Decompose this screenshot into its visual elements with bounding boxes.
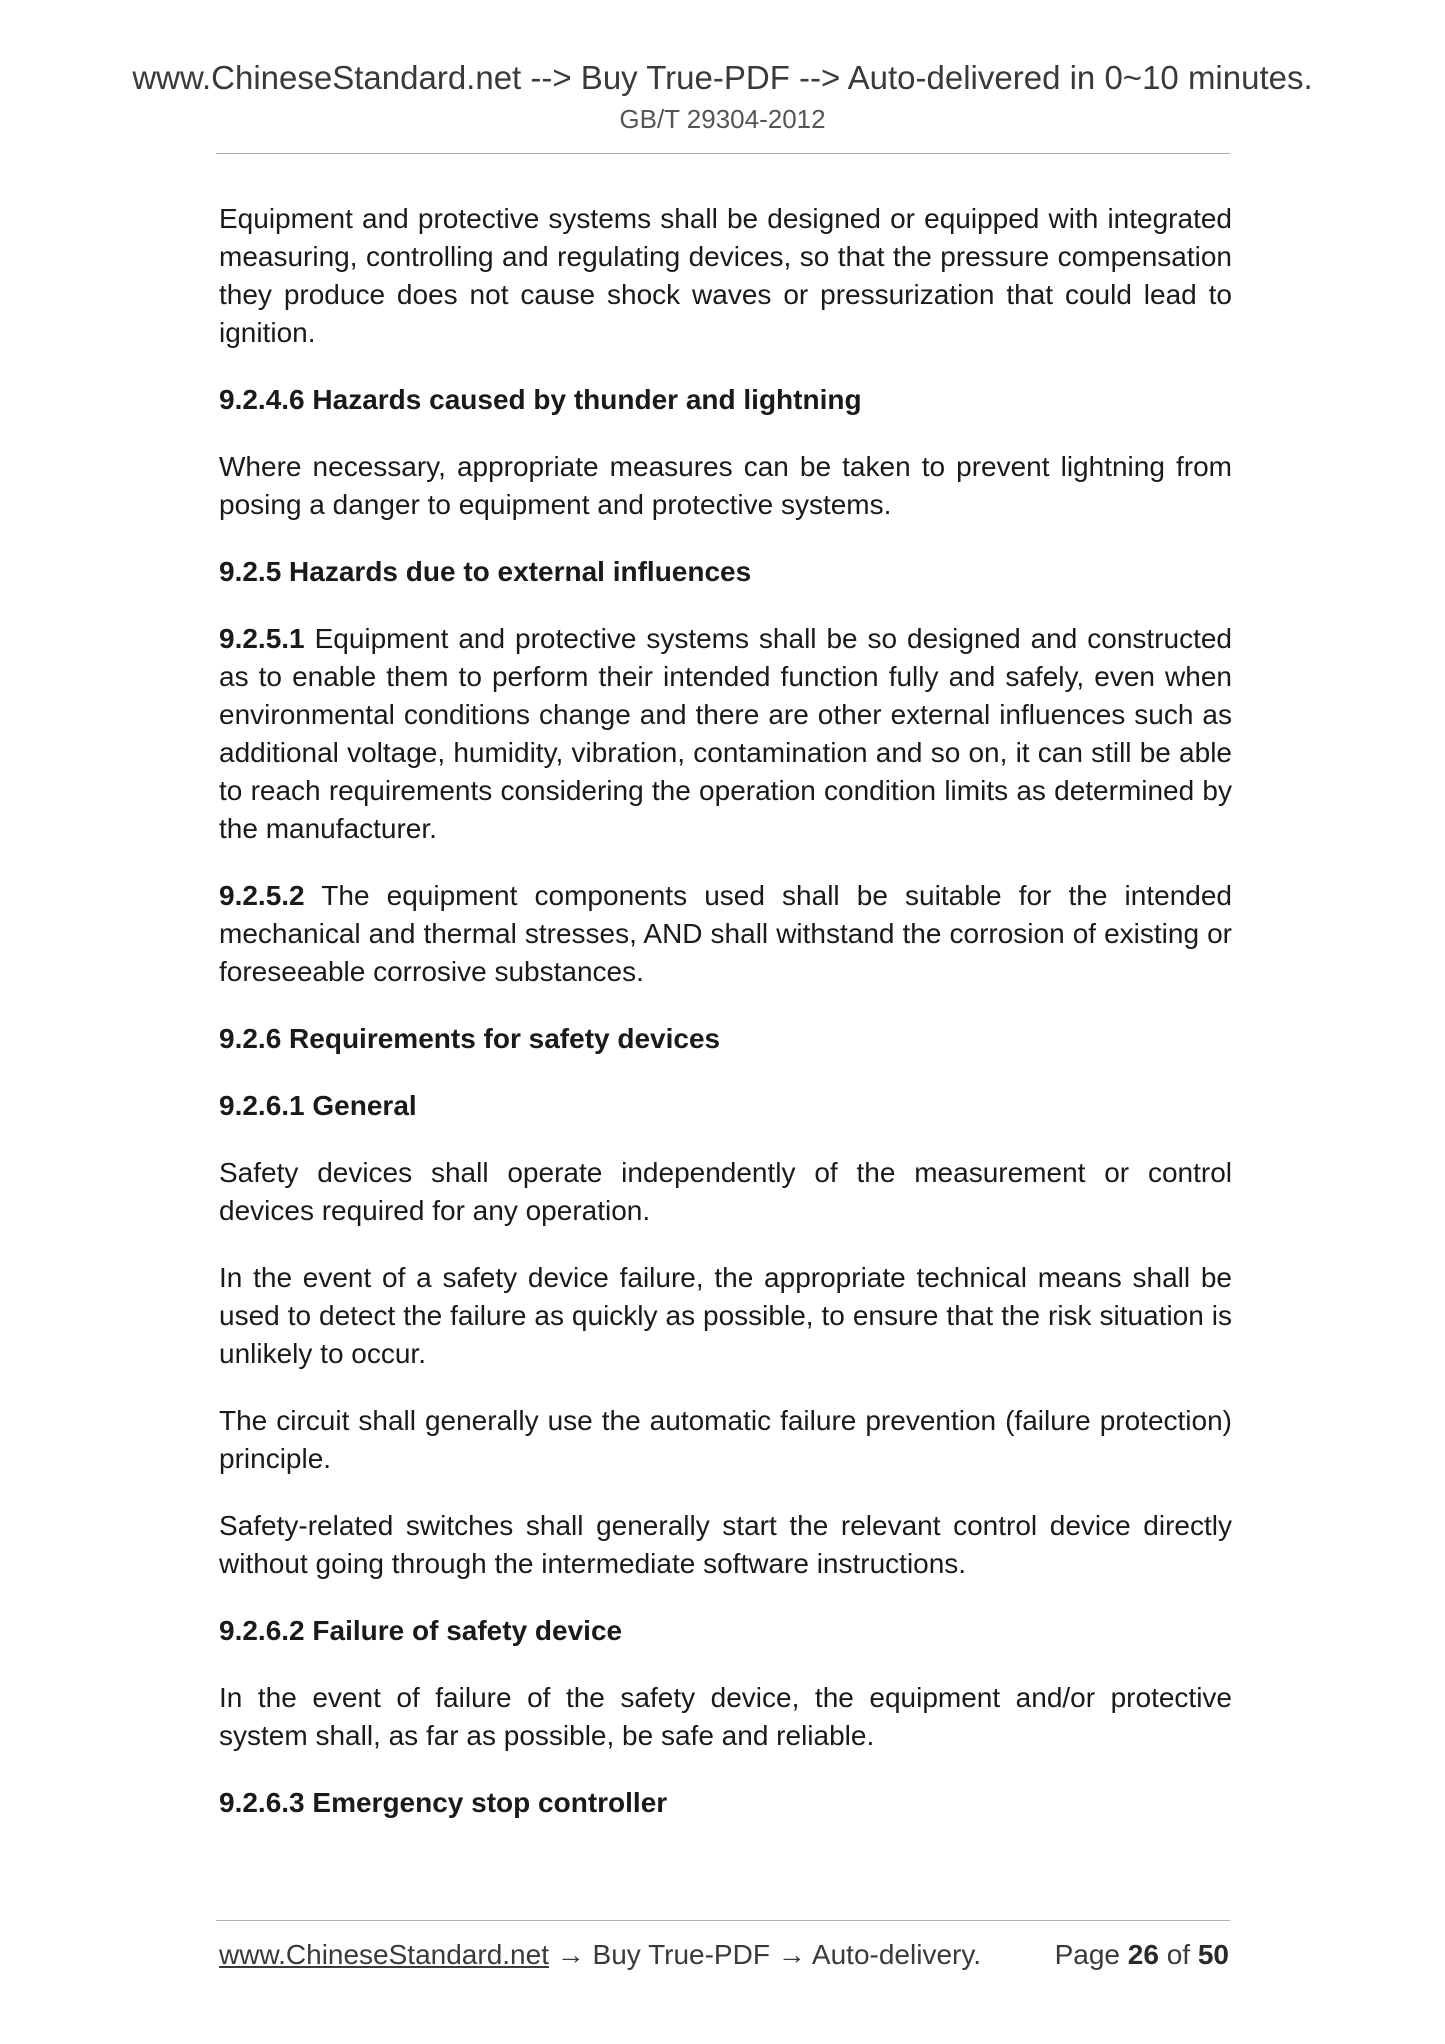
heading-9-2-4-6: 9.2.4.6 Hazards caused by thunder and lightning (219, 384, 862, 415)
page-current: 26 (1127, 1939, 1159, 1970)
standard-code: GB/T 29304-2012 (619, 104, 826, 134)
page-of: of (1158, 1939, 1198, 1970)
heading-9-2-5: 9.2.5 Hazards due to external influences (219, 556, 752, 587)
heading-9-2-6-3: 9.2.6.3 Emergency stop controller (219, 1787, 668, 1818)
paragraph-pressure-compensation: Equipment and protective systems shall be designed or equipped with integrated measuring, controlling and regulating devices, so that the pressure compensation they produce does not cause shock waves or pressurization that could lead to ignition. (219, 203, 1232, 348)
page-total: 50 (1197, 1939, 1229, 1970)
footer-divider (216, 1920, 1230, 1921)
paragraph-failure-detection: In the event of a safety device failure, the appropriate technical means shall be used to detect the failure as quickly as possible, to ensure that the risk situation is unlikely to occur. (219, 1262, 1232, 1369)
heading-9-2-6-1: 9.2.6.1 General (219, 1090, 417, 1121)
clause-number: 9.2.5.1 (219, 623, 305, 654)
footer-website-link[interactable]: www.ChineseStandard.net (219, 1939, 549, 1970)
page-label: Page (1054, 1939, 1128, 1970)
heading-9-2-6-2: 9.2.6.2 Failure of safety device (219, 1615, 623, 1646)
clause-9-2-5-2 (219, 877, 1232, 991)
clause-text: The equipment components used shall be suitable for the intended mechanical and thermal stresses, AND shall withstand the corrosion of existing or foreseeable corrosive substances. (219, 880, 1232, 987)
clause-9-2-5-1 (219, 620, 1232, 848)
clause-number: 9.2.5.2 (219, 880, 305, 911)
clause-text: Equipment and protective systems shall be so designed and constructed as to enable them to perform their intended function fully and safely, even when environmental conditions change and there are other external influences such as additional voltage, humidity, vibration, contamination and so on, it can still be able to reach requirements considering the operation condition limits as determined by the manufacturer. (219, 623, 1232, 844)
paragraph-safety-switches: Safety-related switches shall generally start the relevant control device directly without going through the intermediate software instructions. (219, 1510, 1232, 1579)
page-indicator (1055, 1937, 1229, 1973)
footer-left (219, 1937, 981, 1973)
header-divider (216, 153, 1230, 154)
paragraph-lightning: Where necessary, appropriate measures can be taken to prevent lightning from posing a danger to equipment and protective systems. (219, 451, 1232, 520)
header-banner: www.ChineseStandard.net --> Buy True-PDF --> Auto-delivered in 0~10 minutes. (132, 59, 1313, 96)
document-body (219, 200, 1232, 1851)
paragraph-failure-protection: The circuit shall generally use the automatic failure prevention (failure protection) principle. (219, 1405, 1232, 1474)
footer-text: → Buy True-PDF → Auto-delivery. (548, 1939, 982, 1970)
heading-9-2-6: 9.2.6 Requirements for safety devices (219, 1023, 721, 1054)
paragraph-safety-device-failure: In the event of failure of the safety device, the equipment and/or protective system shall, as far as possible, be safe and reliable. (219, 1682, 1232, 1751)
paragraph-safety-independence: Safety devices shall operate independently of the measurement or control devices required for any operation. (219, 1157, 1232, 1226)
